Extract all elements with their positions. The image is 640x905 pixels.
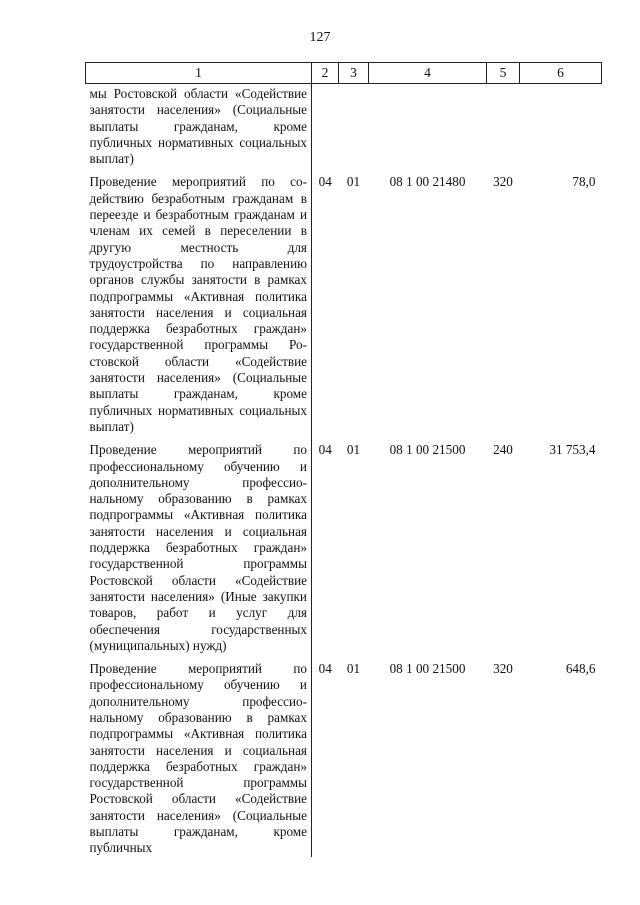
- row-amount: 31 753,4: [549, 442, 596, 458]
- row-description: Проведение мероприятий по профессиональному обучению и дополнительному профессиональному образованию в рамках подпрограммы «Активная политика занятости населения и социальная поддержка безработных граждан» государственной программы Ростовской области «Содействие занятости населения» (Иные закупки товаров, работ и услуг для обеспечения государственных (муниципальных) нужд): [86, 439, 312, 658]
- budget-table: [85, 62, 602, 857]
- row-expense-type: 320: [493, 661, 513, 677]
- column-header-3: 3: [339, 63, 369, 84]
- row-target-article: 08 1 00 21500: [389, 442, 466, 458]
- column-header-5: 5: [487, 63, 520, 84]
- row-expense-type: [487, 84, 520, 172]
- table-row: [86, 439, 602, 658]
- row-section: 04: [318, 174, 332, 190]
- page-number: 127: [309, 30, 331, 45]
- row-amount: [520, 84, 602, 172]
- row-description: Проведение мероприятий по профессиональному обучению и дополнительному профессиональному образованию в рамках подпрограммы «Активная политика занятости населения и социальная поддержка безработных граждан» государственной программы Ростовской области «Содействие занятости населения» (Социальные выплаты гражданам, кроме публичных: [86, 658, 312, 857]
- row-target-article: [369, 84, 487, 172]
- row-expense-type: 320: [493, 174, 513, 190]
- table-row: [86, 171, 602, 439]
- table-header-row: [86, 63, 602, 84]
- row-subsection: 01: [346, 661, 361, 677]
- table-row: [86, 84, 602, 172]
- column-header-4: 4: [369, 63, 487, 84]
- table-row: [86, 658, 602, 857]
- row-subsection: [339, 84, 369, 172]
- row-amount: 648,6: [565, 661, 596, 677]
- row-section: 04: [318, 442, 332, 458]
- column-header-1: 1: [86, 63, 312, 84]
- row-subsection: 01: [346, 442, 361, 458]
- column-header-6: 6: [520, 63, 602, 84]
- row-subsection: 01: [346, 174, 361, 190]
- row-target-article: 08 1 00 21500: [389, 661, 466, 677]
- row-target-article: 08 1 00 21480: [389, 174, 466, 190]
- row-amount: 78,0: [572, 174, 596, 190]
- row-section: [312, 84, 339, 172]
- row-description: Проведение мероприятий по содействию безработным гражданам в переезде и безработным гражданам и членам их семей в переселении в другую местность для трудоустройства по направлению органов службы занятости в рамках подпрограммы «Активная политика занятости населения и социальная поддержка безработных граждан» государственной программы Ростовской области «Содействие занятости населения» (Социальные выплаты гражданам, кроме публичных нормативных социальных выплат): [86, 171, 312, 439]
- column-header-2: 2: [312, 63, 339, 84]
- row-section: 04: [318, 661, 332, 677]
- row-expense-type: 240: [493, 442, 513, 458]
- row-description: мы Ростовской области «Содействие занятости населения» (Социальные выплаты гражданам, кроме публичных нормативных социальных выплат): [86, 84, 312, 172]
